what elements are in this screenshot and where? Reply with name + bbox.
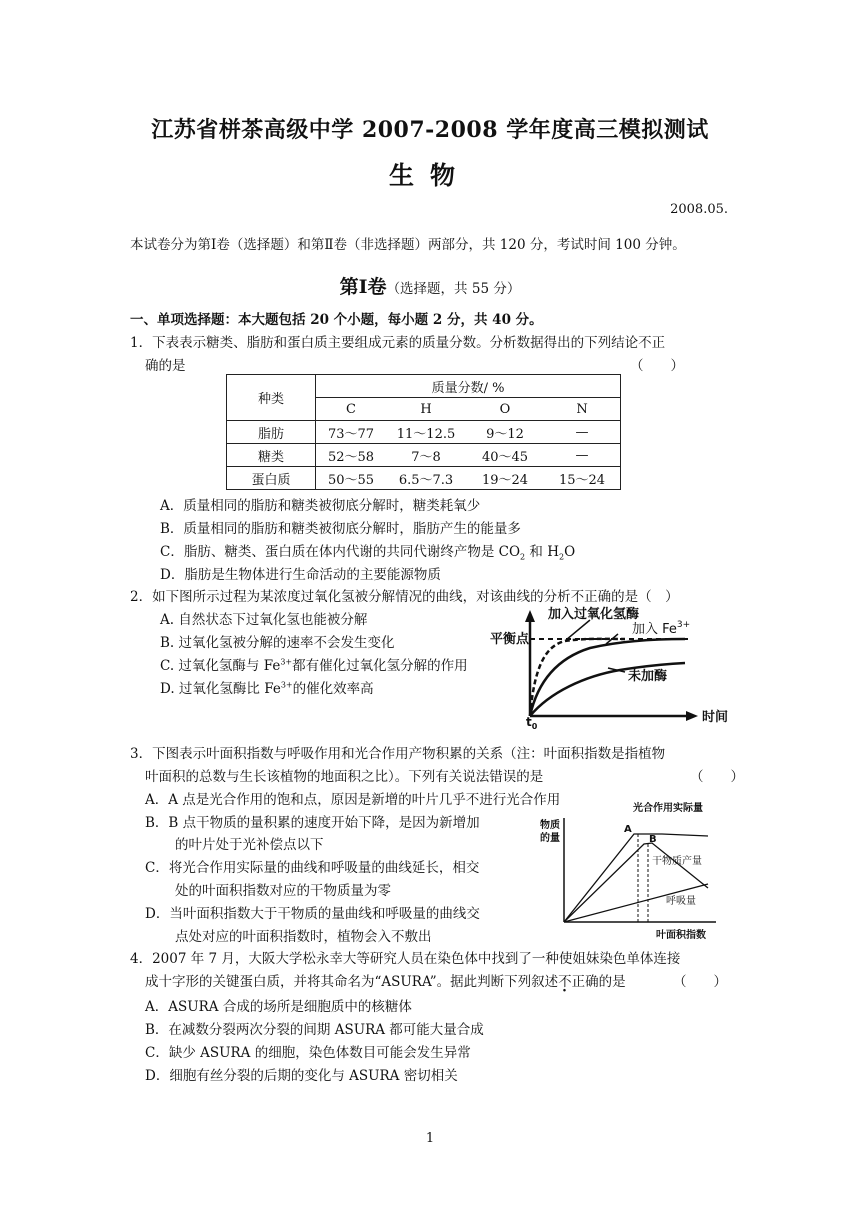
q4-answer-paren: （ ） — [673, 974, 727, 990]
q3-stem-line2: 叶面积的总数与生长该植物的地面积之比）。下列有关说法错误的是 — [145, 769, 544, 785]
q2-label-t0: $t_0$ — [526, 715, 538, 730]
q3-answer-paren: （ ） — [690, 769, 744, 785]
q2-label-time: 时间 — [702, 710, 729, 725]
q3-label-x: 叶面积指数 — [656, 930, 706, 941]
table-cell-kind: 糖类 — [227, 444, 316, 467]
q1-option-a: A．质量相同的脂肪和糖类被彻底分解时，糖类耗氧少 — [160, 498, 481, 514]
q2-stem: 2．如下图所示过程为某浓度过氧化氢被分解情况的曲线，对该曲线的分析不正确的是（ ） — [130, 589, 679, 605]
q3-actual-line — [564, 834, 708, 922]
q3-option-b-line2: 的叶片处于光补偿点以下 — [175, 837, 324, 853]
q2-option-b: B. 过氧化氢被分解的速率不会发生变化 — [160, 635, 395, 651]
table-cell: 73～77 — [316, 421, 387, 444]
q3-option-c-line2: 处的叶面积指数对应的干物质量为零 — [175, 883, 391, 899]
q1-stem-line2: 确的是 — [145, 358, 186, 374]
q2-option-a: A. 自然状态下过氧化氢也能被分解 — [160, 612, 368, 628]
q3-label-actual: 光合作用实际量 — [633, 803, 703, 814]
table-cell: 40～45 — [466, 444, 544, 467]
q2-label-none: 未加酶 — [628, 669, 668, 684]
q3-leaf-area-diagram — [538, 798, 720, 946]
table-header-mass: 质量分数/ % — [316, 375, 621, 398]
subject-title: 生物 — [388, 161, 471, 190]
section-heading-note: （选择题，共 55 分） — [386, 281, 521, 297]
table-header-element: O — [466, 398, 544, 421]
section-heading — [0, 272, 860, 299]
exam-date: 2008.05. — [670, 202, 728, 217]
q3-point-b: B — [649, 834, 657, 845]
q2-label-fe: 加入 $Fe^{3+}$ — [632, 620, 691, 637]
q2-option-c: C. 过氧化氢酶与 $Fe^{3+}$都有催化过氧化氢分解的作用 — [160, 657, 468, 674]
exam-intro: 本试卷分为第Ⅰ卷（选择题）和第Ⅱ卷（非选择题）两部分，共 120 分，考试时间 100 分钟。 — [130, 237, 686, 253]
q2-y-arrow-icon — [525, 610, 535, 622]
q3-stem-line1: 3．下图表示叶面积指数与呼吸作用和光合作用产物积累的关系（注：叶面积指数是指植物 — [130, 746, 666, 762]
q1-answer-paren: （ ） — [630, 358, 684, 374]
page-number: 1 — [425, 1131, 435, 1146]
exam-title: 江苏省栟茶高级中学 2007-2008 学年度高三模拟测试 — [151, 117, 709, 143]
table-cell: 52～58 — [316, 444, 387, 467]
table-header-element: N — [544, 398, 621, 421]
q3-option-b-line1: B．B 点干物质的量积累的速度开始下降，是因为新增加 — [145, 815, 480, 831]
q4-emphasis-not: 不 — [558, 974, 572, 990]
q4-option-b: B．在减数分裂两次分裂的间期 ASURA 都可能大量合成 — [145, 1022, 484, 1038]
table-row — [227, 467, 621, 490]
q2-x-arrow-icon — [686, 711, 698, 721]
table-row — [227, 421, 621, 444]
table-cell: 50～55 — [316, 467, 387, 490]
q1-option-d: D．脂肪是生物体进行生命活动的主要能源物质 — [160, 567, 441, 583]
q3-option-a: A．A 点是光合作用的饱和点，原因是新增的叶片几乎不进行光合作用 — [145, 792, 561, 808]
table-cell: — — [544, 444, 621, 467]
q2-decomposition-diagram — [490, 600, 740, 730]
q3-dry-line — [564, 843, 708, 922]
q3-label-y1: 物质 — [540, 820, 560, 831]
table-cell-kind: 蛋白质 — [227, 467, 316, 490]
table-cell: 11～12.5 — [386, 421, 466, 444]
table-cell: 19～24 — [466, 467, 544, 490]
table-header-kind: 种类 — [227, 375, 316, 421]
q4-option-c: C．缺少 ASURA 的细胞，染色体数目可能会发生异常 — [145, 1045, 471, 1061]
q3-option-d-line2: 点处对应的叶面积指数时，植物会入不敷出 — [175, 929, 432, 945]
q4-option-a: A．ASURA 合成的场所是细胞质中的核糖体 — [145, 999, 412, 1015]
q3-point-a: A — [624, 824, 632, 835]
q2-pointer-enzyme — [566, 620, 590, 640]
q1-option-c: C．脂肪、糖类、蛋白质在体内代谢的共同代谢终产物是 $CO_2$ 和 $H_2O$ — [160, 544, 576, 562]
q3-label-y2: 的量 — [540, 833, 560, 844]
table-cell: 15～24 — [544, 467, 621, 490]
table-cell: 7～8 — [386, 444, 466, 467]
q1-stem-line1: 1．下表表示糖类、脂肪和蛋白质主要组成元素的质量分数。分析数据得出的下列结论不正 — [130, 335, 666, 351]
q3-label-resp: 呼吸量 — [666, 896, 696, 907]
q2-enzyme-curve — [530, 639, 625, 716]
q4-option-d: D．细胞有丝分裂的后期的变化与 ASURA 密切相关 — [145, 1068, 458, 1084]
table-row — [227, 444, 621, 467]
part-heading: 一、单项选择题：本大题包括 20 个小题，每小题 2 分，共 40 分。 — [130, 312, 543, 328]
table-header-element: H — [386, 398, 466, 421]
q3-option-d-line1: D．当叶面积指数大于干物质的量曲线和呼吸量的曲线交 — [145, 906, 480, 922]
q4-stem-line2: 成十字形的关键蛋白质，并将其命名为“ASURA”。据此判断下列叙述不正确的是 — [145, 974, 626, 990]
q3-label-dry: 干物质产量 — [652, 856, 702, 867]
q2-label-balance: 平衡点 — [490, 632, 530, 647]
q2-label-enzyme: 加入过氧化氢酶 — [548, 607, 640, 622]
table-header-element: C — [316, 398, 387, 421]
q4-stem-line1: 4．2007 年 7 月，大阪大学松永幸大等研究人员在染色体中找到了一种使姐妹染色单体连接 — [130, 951, 681, 967]
table-cell: 9～12 — [466, 421, 544, 444]
q2-option-d: D. 过氧化氢酶比 $Fe^{3+}$的催化效率高 — [160, 680, 374, 697]
table-cell: 6.5～7.3 — [386, 467, 466, 490]
q3-option-c-line1: C．将光合作用实际量的曲线和呼吸量的曲线延长，相交 — [145, 860, 480, 876]
q1-composition-table — [226, 374, 621, 490]
table-cell: — — [544, 421, 621, 444]
table-cell-kind: 脂肪 — [227, 421, 316, 444]
q1-option-b: B．质量相同的脂肪和糖类被彻底分解时，脂肪产生的能量多 — [160, 521, 521, 537]
section-heading-main: 第Ⅰ卷 — [339, 276, 387, 298]
